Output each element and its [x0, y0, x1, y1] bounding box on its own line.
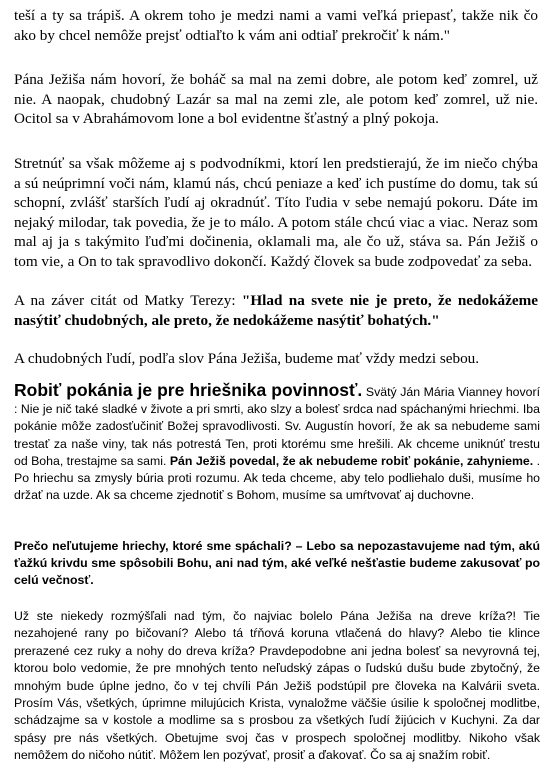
section-body-part1: Svätý Ján Mária Vianney hovorí : Nie je nič také sladké v živote a pri smrti, ako slzy a bolesť srdca nad spáchanými hriechmi. Iba pokánie môže zadosťučiniť Božej spravodlivosti. Sv. Augustín hovorí, že ak sa nebudeme sami trestať za naše viny, tak nás potrestá Ten, proti ktorému sme hrešili. Ak chceme uniknúť trestu od Boha, trestajme sa sami. — [14, 385, 540, 468]
question-paragraph: Prečo neľutujeme hriechy, ktoré sme spáchali? – Lebo sa nepozastavujeme nad tým, akú ťažkú krivdu sme spôsobili Bohu, ani nad tým, aké veľké nešťastie budeme zakusovať po celú večnosť. — [14, 539, 540, 587]
paragraph-rich-man-lazarus: Pána Ježiša nám hovorí, že boháč sa mal na zemi dobre, ale potom keď zomrel, už nie. A naopak, chudobný Lazár sa mal na zemi zle, ale potom keď zomrel, už nie. Ocitol sa v Abrahámovom lone a bol evidentne šťastný a plný pokoja. — [14, 71, 538, 127]
section-penance — [14, 382, 540, 504]
closing-paragraph: Už ste niekedy rozmýšľali nad tým, čo najviac bolelo Pána Ježiša na dreve kríža?! Tie nezahojené rany po bičovaní? Alebo tá tŕňová koruna vtlačená do hlavy? Alebo tie klince prerazené cez ruky a nohy do dreva kríža? Pravdepodobne ani jedna bolesť sa nevyrovná tej, ktorou bolo vedomie, že pre mnohých tento neľudský zápas o ľudskú dušu bude zbytočný, že mnohým bude úplne jedno, čo v tej chvíli Pán Ježiš podstúpil pre človeka na Kalvárii sveta. Prosím Vás, všetkých, úprimne milujúcich Krista, vynaložme väčšie úsilie k spoločnej modlitbe, schádzajme sa v kostole a modlime sa s prosbou za všetkých ľudí žijúcich v Kuchyni. Za dar spásy pre nás všetkých. Obetujme svoj čas v prospech spoločnej modlitby. Nikoho však nemôžem do ničoho nútiť. Môžem len pozývať, prosiť a ďakovať. Čo sa aj snažím robiť. — [14, 609, 540, 763]
quote-text: "Hlad na svete nie je preto, že nedokážeme nasýtiť chudobných, ale preto, že nedokážeme nasýtiť bohatých." — [14, 292, 538, 329]
paragraph-poor-people: A chudobných ľudí, podľa slov Pána Ježiša, budeme mať vždy medzi sebou. — [14, 350, 480, 367]
section-body-emphasis: Pán Ježiš povedal, že ak nebudeme robiť pokánie, zahynieme. — [169, 453, 534, 468]
paragraph-rich-man-ending: teší a ty sa trápiš. A okrem toho je medzi nami a vami veľká priepasť, takže nik čo ako by chcel nemôže prejsť odtiaľto k vám ani odtiaľ prekročiť k nám." — [14, 7, 538, 44]
quote-intro: A na záver citát od Matky Terezy: — [14, 292, 242, 309]
section-heading: Robiť pokánia je pre hriešnika povinnosť. — [14, 380, 363, 400]
section-body-part2: . Po hriechu sa zmysly búria proti rozumu. Ak teda chceme, aby telo podliehalo duši, musíme ho držať na uzde. Ak sa chceme zjednotiť s Bohom, musíme sa umŕtvovať aj duchovne. — [14, 453, 540, 503]
mother-teresa-quote — [14, 291, 538, 330]
paragraph-deceivers: Stretnúť sa však môžeme aj s podvodníkmi, ktorí len predstierajú, že im niečo chýba a sú neúprimní voči nám, klamú nás, chcú peniaze a keď ich pustíme do domu, tak sú schopní, zvlášť starších ľudí aj okradnúť. Títo ľudia v sebe nemajú pokoru. Dáte im nejaký milodar, tak povedia, že je to málo. A potom stále chcú viac a viac. Neraz som mal aj ja s takýmito ľuďmi dočinenia, oklamali ma, ale čo už, stáva sa. Pán Ježiš o tom vie, a On to tak spravodlivo dokončí. Každý človek sa bude zodpovedať za seba. — [14, 155, 538, 270]
